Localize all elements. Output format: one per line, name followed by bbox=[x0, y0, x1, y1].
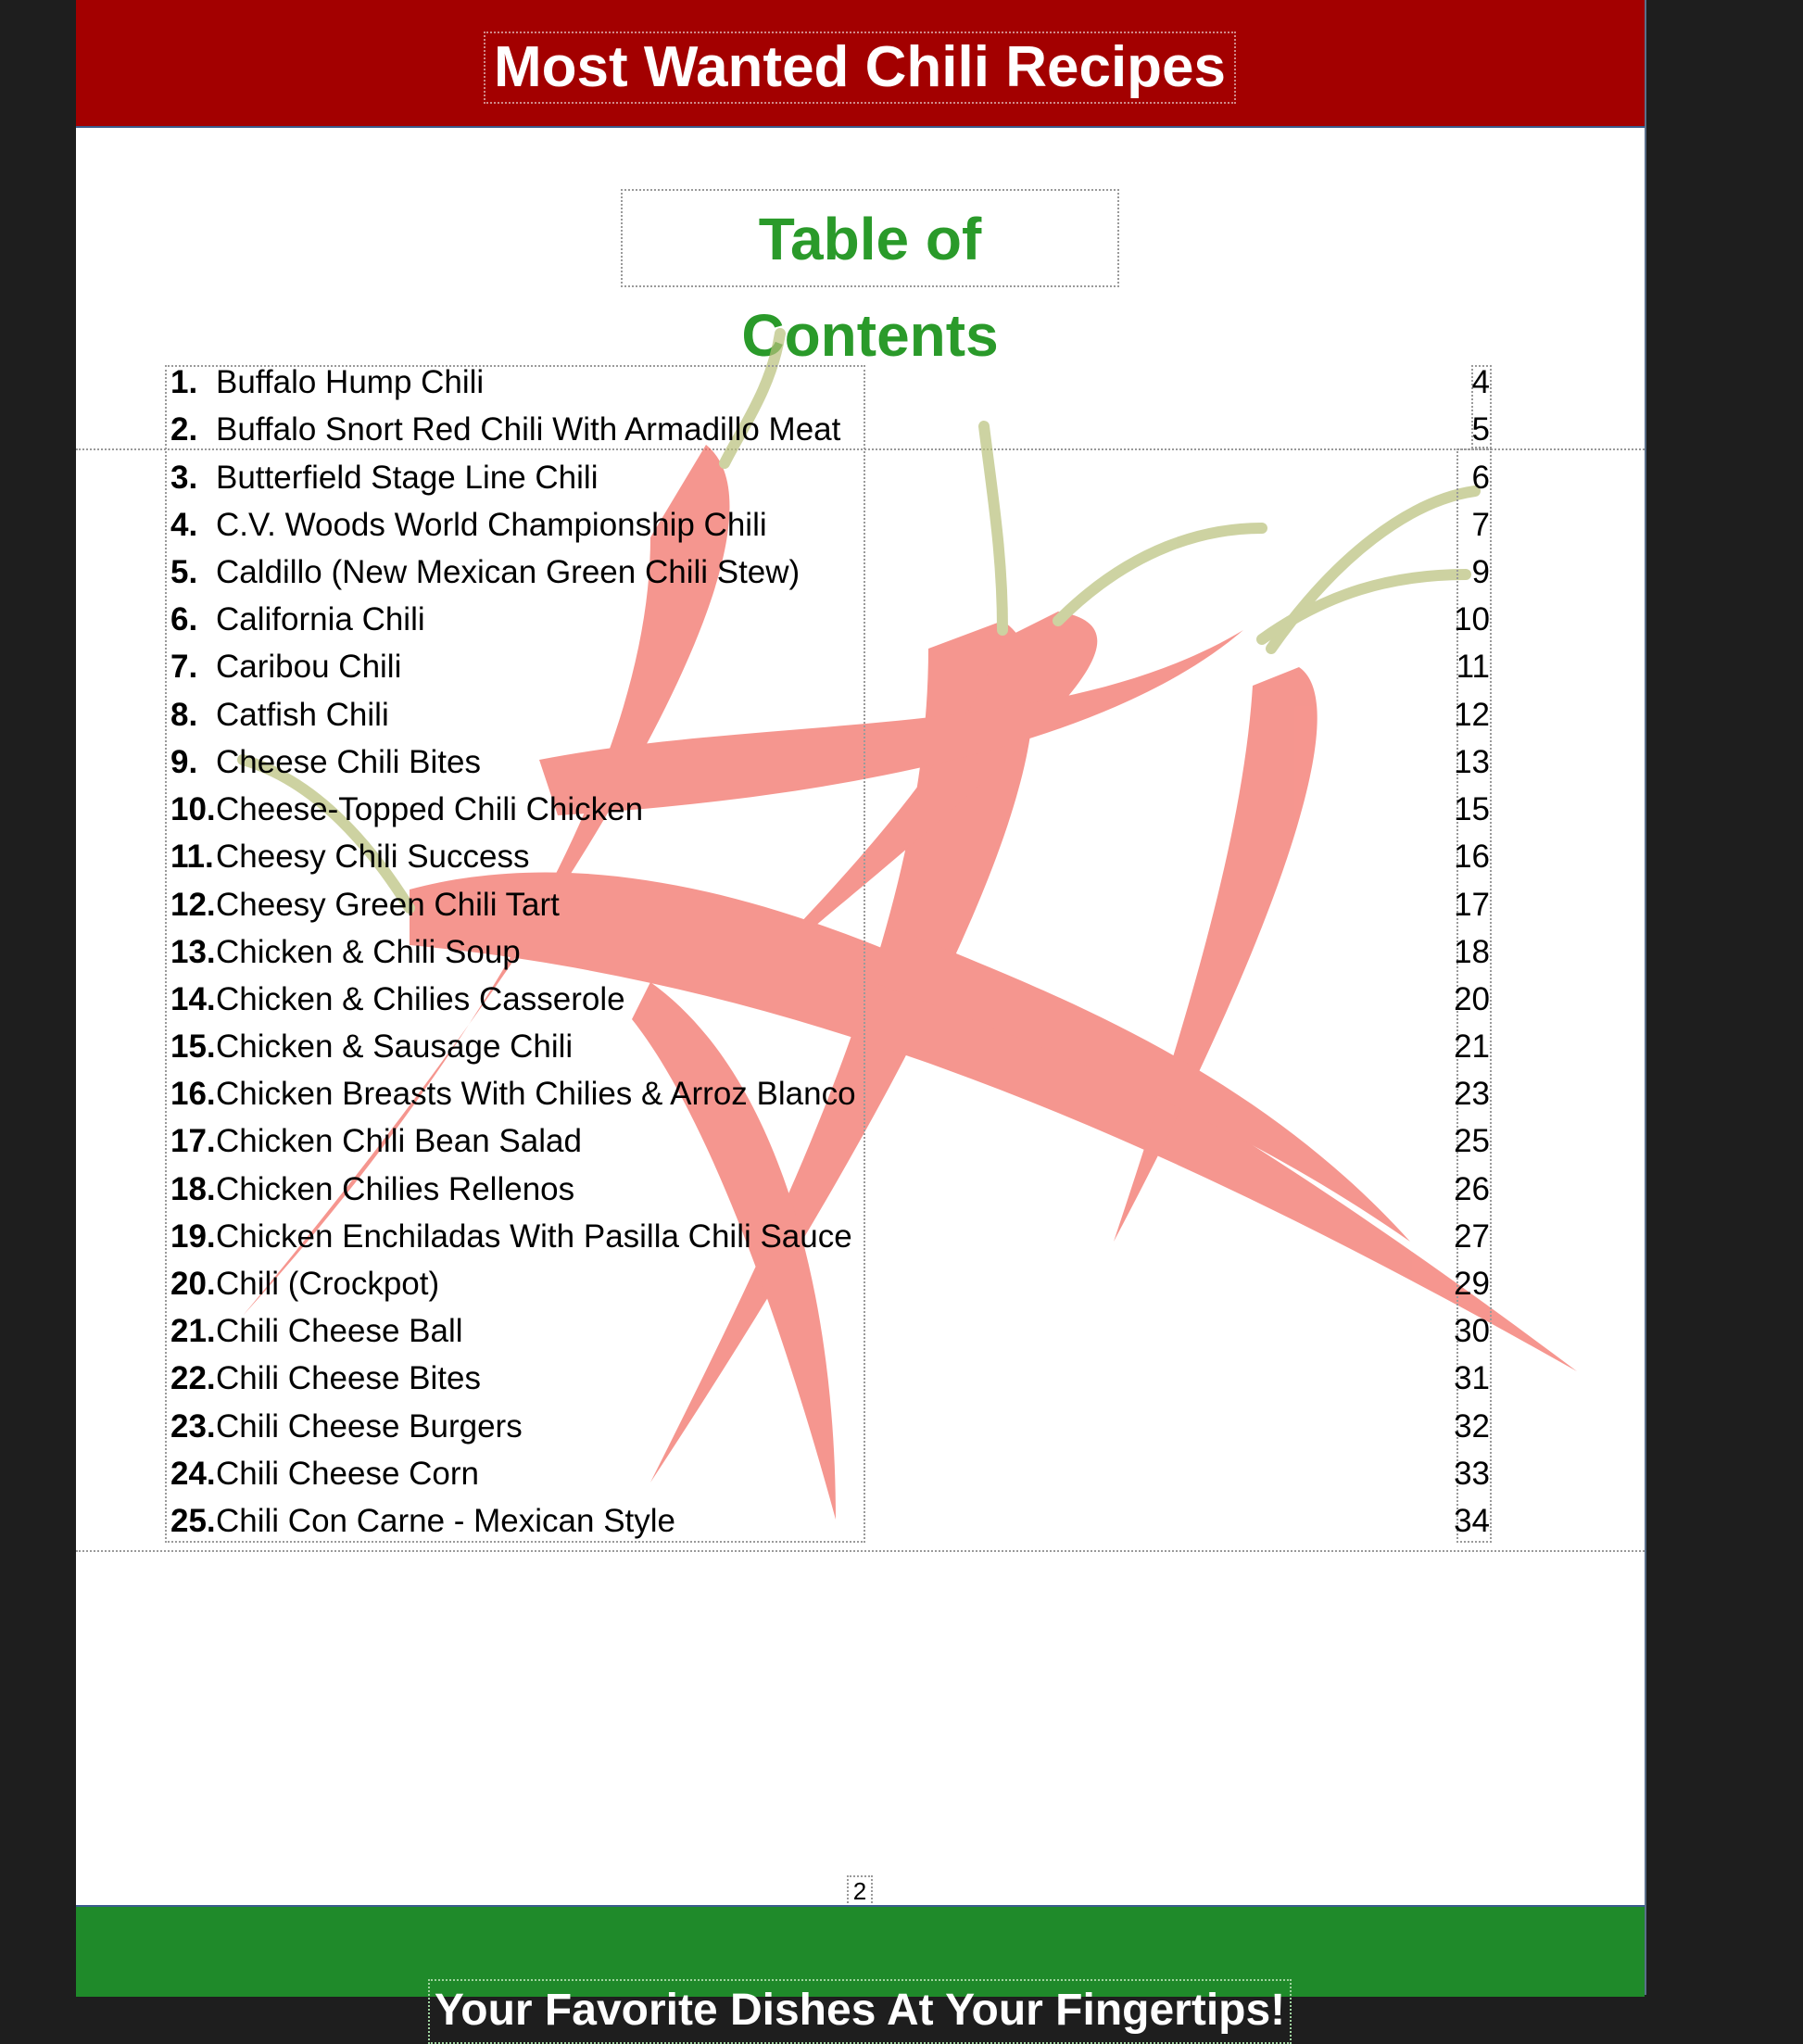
toc-entry-page: 34 bbox=[1454, 1503, 1490, 1539]
toc-entry-number: 14. bbox=[170, 981, 216, 1017]
toc-entry-title: Caribou Chili bbox=[216, 649, 402, 685]
toc-entry-title: Cheesy Chili Success bbox=[216, 839, 530, 875]
toc-entry[interactable] bbox=[170, 1307, 1490, 1355]
toc-entry[interactable] bbox=[170, 501, 1490, 549]
toc-entry[interactable] bbox=[170, 738, 1490, 786]
toc-entry-number: 9. bbox=[170, 744, 198, 780]
toc-entry[interactable] bbox=[170, 643, 1490, 690]
toc-entry-page: 9 bbox=[1471, 554, 1490, 590]
toc-entry-title: Chicken Breasts With Chilies & Arroz Blanco bbox=[216, 1076, 856, 1112]
toc-entry-number: 10. bbox=[170, 791, 216, 827]
toc-entry-title: Chicken Chilies Rellenos bbox=[216, 1171, 575, 1207]
toc-entry-number: 12. bbox=[170, 887, 216, 923]
toc-entry[interactable] bbox=[170, 976, 1490, 1023]
toc-entry-title: Chicken & Sausage Chili bbox=[216, 1028, 574, 1065]
toc-entry-title: Chicken Chili Bean Salad bbox=[216, 1123, 582, 1159]
toc-entry-page: 30 bbox=[1454, 1313, 1490, 1349]
toc-entry[interactable] bbox=[170, 1497, 1490, 1545]
toc-entry-number: 11. bbox=[170, 839, 214, 875]
toc-entry[interactable] bbox=[170, 454, 1490, 501]
page-header bbox=[76, 0, 1645, 128]
toc-entry-page: 18 bbox=[1454, 934, 1490, 970]
toc-entry-page: 26 bbox=[1454, 1171, 1490, 1207]
toc-entry-number: 2. bbox=[170, 411, 198, 448]
toc-entry-title: Cheesy Green Chili Tart bbox=[216, 887, 560, 923]
page-footer bbox=[76, 1905, 1645, 2035]
toc-entry-page: 10 bbox=[1454, 601, 1490, 637]
toc-entry-page: 21 bbox=[1454, 1028, 1490, 1065]
toc-entry[interactable] bbox=[170, 359, 1490, 406]
toc-entry-number: 22. bbox=[170, 1360, 216, 1396]
toc-entry-title: Chicken & Chilies Casserole bbox=[216, 981, 625, 1017]
toc-entry-title: California Chili bbox=[216, 601, 425, 637]
toc-entry-page: 16 bbox=[1454, 839, 1490, 875]
toc-entry-page: 15 bbox=[1454, 791, 1490, 827]
toc-entry-title: Chili (Crockpot) bbox=[216, 1266, 440, 1302]
toc-entry[interactable] bbox=[170, 833, 1490, 880]
toc-entry-number: 21. bbox=[170, 1313, 216, 1349]
toc-entry-number: 3. bbox=[170, 460, 198, 496]
toc-entry-title: Cheese-Topped Chili Chicken bbox=[216, 791, 644, 827]
toc-entry-page: 20 bbox=[1454, 981, 1490, 1017]
toc-entry-title: Chicken & Chili Soup bbox=[216, 934, 521, 970]
toc-entry-title: Chili Cheese Bites bbox=[216, 1360, 481, 1396]
page-number: 2 bbox=[847, 1875, 873, 1907]
toc-entry[interactable] bbox=[170, 1260, 1490, 1307]
toc-entry-number: 15. bbox=[170, 1028, 216, 1065]
toc-entry-number: 23. bbox=[170, 1408, 216, 1445]
toc-entry-number: 6. bbox=[170, 601, 198, 637]
toc-entry-title: Cheese Chili Bites bbox=[216, 744, 481, 780]
toc-entry-page: 33 bbox=[1454, 1456, 1490, 1492]
toc-entry-title: C.V. Woods World Championship Chili bbox=[216, 507, 767, 543]
toc-entry[interactable] bbox=[170, 1023, 1490, 1070]
toc-entry-title: Butterfield Stage Line Chili bbox=[216, 460, 599, 496]
toc-entry-number: 8. bbox=[170, 697, 198, 733]
toc-entry-title: Buffalo Hump Chili bbox=[216, 364, 485, 400]
toc-entry-title: Chili Cheese Corn bbox=[216, 1456, 480, 1492]
toc-entry[interactable] bbox=[170, 881, 1490, 928]
toc-entry-number: 5. bbox=[170, 554, 198, 590]
toc-entry-title: Chili Con Carne - Mexican Style bbox=[216, 1503, 676, 1539]
document-page bbox=[76, 0, 1646, 2035]
toc-entry-page: 27 bbox=[1454, 1218, 1490, 1255]
toc-entry-number: 19. bbox=[170, 1218, 216, 1255]
toc-entry-number: 1. bbox=[170, 364, 198, 400]
toc-entry-page: 23 bbox=[1454, 1076, 1490, 1112]
toc-entry-number: 16. bbox=[170, 1076, 216, 1112]
toc-entry-title: Chili Cheese Burgers bbox=[216, 1408, 523, 1445]
toc-entry-number: 4. bbox=[170, 507, 198, 543]
footer-title[interactable]: Your Favorite Dishes At Your Fingertips! bbox=[428, 1979, 1292, 2044]
toc-entry-page: 17 bbox=[1454, 887, 1490, 923]
toc-entry[interactable] bbox=[170, 1213, 1490, 1260]
toc-heading[interactable]: Table of Contents bbox=[621, 189, 1119, 287]
toc-entry-page: 12 bbox=[1454, 697, 1490, 733]
toc-entry-title: Buffalo Snort Red Chili With Armadillo Meat bbox=[216, 411, 841, 448]
toc-entry[interactable] bbox=[170, 1450, 1490, 1497]
toc-entry-number: 13. bbox=[170, 934, 216, 970]
toc-entry[interactable] bbox=[170, 786, 1490, 833]
toc-entry[interactable] bbox=[170, 691, 1490, 738]
toc-entry[interactable] bbox=[170, 1070, 1490, 1117]
toc-entry-title: Chili Cheese Ball bbox=[216, 1313, 463, 1349]
toc-entry[interactable] bbox=[170, 928, 1490, 976]
toc-entry[interactable] bbox=[170, 549, 1490, 596]
toc-entry[interactable] bbox=[170, 406, 1490, 453]
toc-entry[interactable] bbox=[170, 1355, 1490, 1402]
toc-entry-page: 32 bbox=[1454, 1408, 1490, 1445]
toc-entry[interactable] bbox=[170, 1117, 1490, 1165]
toc-entry-title: Chicken Enchiladas With Pasilla Chili Sauce bbox=[216, 1218, 852, 1255]
toc-entry-number: 20. bbox=[170, 1266, 216, 1302]
toc-entry-page: 5 bbox=[1471, 411, 1490, 448]
toc-entry-number: 17. bbox=[170, 1123, 216, 1159]
toc-entry-number: 18. bbox=[170, 1171, 216, 1207]
toc-entry[interactable] bbox=[170, 1403, 1490, 1450]
toc-entry-number: 25. bbox=[170, 1503, 216, 1539]
toc-entry-page: 4 bbox=[1471, 364, 1490, 400]
toc-entry-page: 29 bbox=[1454, 1266, 1490, 1302]
toc-entry[interactable] bbox=[170, 596, 1490, 643]
toc-entry[interactable] bbox=[170, 1166, 1490, 1213]
toc-entry-title: Caldillo (New Mexican Green Chili Stew) bbox=[216, 554, 801, 590]
header-title[interactable]: Most Wanted Chili Recipes bbox=[484, 32, 1236, 104]
toc-entry-number: 24. bbox=[170, 1456, 216, 1492]
toc-entry-number: 7. bbox=[170, 649, 198, 685]
toc-entry-title: Catfish Chili bbox=[216, 697, 389, 733]
toc-entry-page: 6 bbox=[1471, 460, 1490, 496]
toc-entry-page: 31 bbox=[1454, 1360, 1490, 1396]
toc-entry-page: 25 bbox=[1454, 1123, 1490, 1159]
toc-entry-page: 11 bbox=[1456, 649, 1490, 685]
toc-entry-page: 7 bbox=[1471, 507, 1490, 543]
toc-entry-page: 13 bbox=[1454, 744, 1490, 780]
